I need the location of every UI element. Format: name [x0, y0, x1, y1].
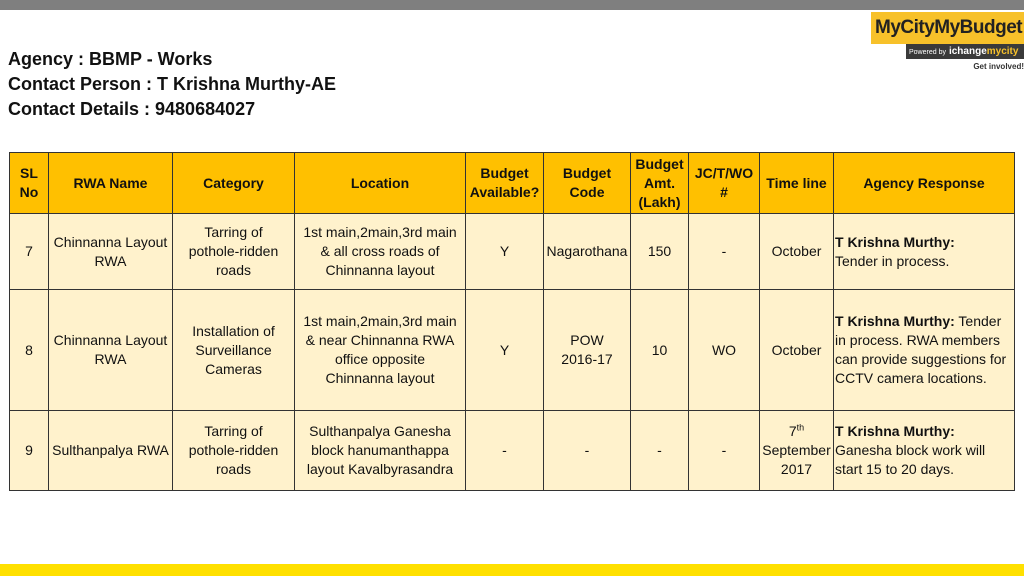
cell-sl: 9 [10, 411, 49, 491]
logo-powered-by [906, 44, 1024, 59]
col-jctwo: JC/T/WO # [689, 153, 760, 214]
cell-budget-available: Y [466, 214, 544, 290]
cell-timeline: October [760, 214, 834, 290]
cell-budget-amt: - [631, 411, 689, 491]
col-category: Category [173, 153, 295, 214]
brand-prefix: ichange [948, 46, 987, 57]
cell-location: 1st main,2main,3rd main & near Chinnanna RWA office opposite Chinnanna layout [295, 290, 466, 411]
cell-category: Tarring of pothole-ridden roads [173, 214, 295, 290]
cell-jctwo: WO [689, 290, 760, 411]
top-bar [0, 0, 1024, 10]
cell-sl: 8 [10, 290, 49, 411]
cell-timeline: October [760, 290, 834, 411]
logo-tagline: Get involved! [973, 62, 1024, 71]
col-agency-response: Agency Response [834, 153, 1015, 214]
cell-category: Installation of Surveillance Cameras [173, 290, 295, 411]
powered-by-text: Powered by [909, 49, 946, 56]
cell-sl: 7 [10, 214, 49, 290]
cell-budget-available: Y [466, 290, 544, 411]
responder-name: T Krishna Murthy: [835, 233, 955, 250]
logo-title: MyCityMyBudget [871, 12, 1024, 44]
response-text: Tender in process. RWA members can provide suggestions for CCTV camera locations. [835, 313, 1007, 386]
cell-jctwo: - [689, 411, 760, 491]
cell-rwa-name: Sulthanpalya RWA [49, 411, 173, 491]
cell-agency-response [834, 214, 1015, 290]
agency-line: Agency : BBMP - Works [8, 49, 213, 69]
cell-rwa-name: Chinnanna Layout RWA [49, 290, 173, 411]
response-text: Ganesha block work will start 15 to 20 days. [835, 442, 986, 477]
table-row [10, 411, 1015, 491]
table-header-row [10, 153, 1015, 214]
cell-budget-amt: 150 [631, 214, 689, 290]
cell-budget-code: Nagarothana [544, 214, 631, 290]
cell-budget-available: - [466, 411, 544, 491]
cell-budget-amt: 10 [631, 290, 689, 411]
cell-agency-response [834, 411, 1015, 491]
responder-name: T Krishna Murthy: [835, 313, 955, 329]
responder-name: T Krishna Murthy: [835, 423, 955, 439]
bottom-bar [0, 564, 1024, 576]
col-sl: SL No [10, 153, 49, 214]
col-budget-code: Budget Code [544, 153, 631, 214]
contact-details-line: Contact Details : 9480684027 [8, 99, 256, 119]
brand-suffix: mycity [986, 46, 1019, 57]
col-rwa-name: RWA Name [49, 153, 173, 214]
cell-location: Sulthanpalya Ganesha block hanumanthappa layout Kavalbyrasandra [295, 411, 466, 491]
table-row [10, 214, 1015, 290]
cell-budget-code: POW 2016-17 [544, 290, 631, 411]
mycitymybudget-logo [871, 12, 1024, 74]
cell-agency-response [834, 290, 1015, 411]
cell-location: 1st main,2main,3rd main & all cross roads of Chinnanna layout [295, 214, 466, 290]
cell-rwa-name: Chinnanna Layout RWA [49, 214, 173, 290]
contact-person-line: Contact Person : T Krishna Murthy-AE [8, 74, 337, 94]
cell-jctwo: - [689, 214, 760, 290]
cell-budget-code: - [544, 411, 631, 491]
table-row [10, 290, 1015, 411]
budget-table [9, 152, 1015, 491]
cell-category: Tarring of pothole-ridden roads [173, 411, 295, 491]
col-timeline: Time line [760, 153, 834, 214]
col-location: Location [295, 153, 466, 214]
col-budget-amt: Budget Amt. (Lakh) [631, 153, 689, 214]
response-text: Tender in process. [835, 252, 950, 269]
cell-timeline: 7th September 2017 [760, 411, 834, 491]
agency-header [8, 47, 336, 122]
col-budget-available: Budget Available? [466, 153, 544, 214]
